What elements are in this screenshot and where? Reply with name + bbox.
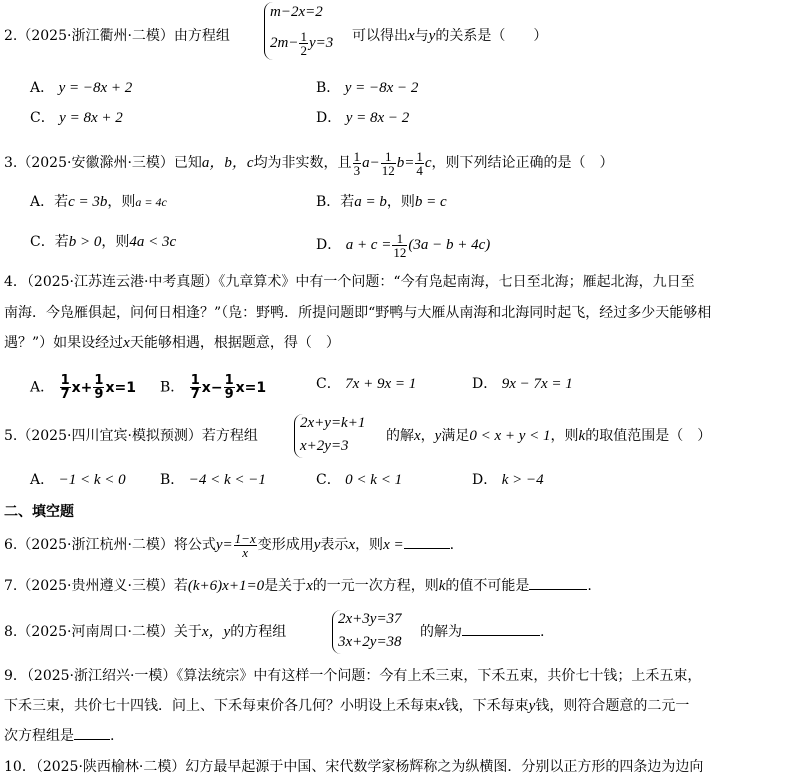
q4-option-b[interactable]: B． $\frac{1}{7}$ x− $\frac{1}{9}$ x=1	[160, 373, 267, 402]
q3-stem: 3.（2025·安徽滁州·三模）已知a，b，c均为非实数，且 $\frac{1}{3}$ a− $\frac{1}{12}$ b= $\frac{1}{4}$ c，则下列结论正确的是（ ）	[4, 149, 614, 178]
q5-option-a[interactable]: A． −1 < k < 0	[30, 472, 126, 488]
q8-eq1: 2x+3y=37	[338, 611, 402, 627]
q9-line1: 9．（2025·浙江绍兴·一模）《算法统宗》中有这样一个问题：今有上禾三束，下禾五束，共价七十钱；上禾五束，	[4, 668, 702, 684]
q8-tail: 的解为 .	[420, 624, 545, 640]
q3-option-d[interactable]: D． a + c = $\frac{1}{12}$ (3a − b + 4c)	[316, 231, 491, 260]
q4-line1: 4．（2025·江苏连云港·中考真题）《九章算术》中有一个问题：“今有凫起南海，七日至北海；雁起北海，九日至	[4, 274, 695, 290]
q6-answer-blank[interactable]	[404, 548, 450, 549]
q4-line3: 遇？”）如果设经过x天能够相遇，根据题意，得（ ）	[4, 335, 340, 351]
q2-tail: 可以得出x与y的关系是（ ）	[352, 28, 548, 44]
q2-option-d[interactable]: D． y = 8x − 2	[316, 110, 410, 126]
q6-stem: 6.（2025·浙江杭州·二模）将公式y= $\frac{1-x}{x}$ 变形成用y表示x，则x = .	[4, 531, 455, 560]
q5-stem: 5.（2025·四川宜宾·模拟预测）若方程组	[4, 428, 258, 444]
q7-answer-blank[interactable]	[529, 589, 587, 590]
q3-option-c[interactable]: C．若b > 0，则4a < 3c	[30, 234, 177, 250]
q3-option-b[interactable]: B．若a = b，则b = c	[316, 194, 447, 210]
q7-stem: 7.（2025·贵州遵义·三模）若(k+6)x+1=0是关于x的一元一次方程，则k的值不可能是 .	[4, 578, 592, 594]
q2-option-a[interactable]: A． y = −8x + 2	[30, 80, 133, 96]
q5-eq1: 2x+y=k+1	[300, 415, 366, 431]
q5-option-d[interactable]: D． k > −4	[472, 472, 544, 488]
q4-option-c[interactable]: C． 7x + 9x = 1	[316, 376, 417, 392]
q8-answer-blank[interactable]	[462, 635, 540, 636]
q4-option-a[interactable]: A． $\frac{1}{7}$ x+ $\frac{1}{9}$ x=1	[30, 373, 136, 402]
q2-eq1: m−2x=2	[270, 4, 323, 20]
q3-option-a[interactable]: A．若c = 3b，则a = 4c	[30, 194, 167, 210]
q2-option-c[interactable]: C． y = 8x + 2	[30, 110, 123, 126]
q4-line2: 南海．今凫雁俱起，问何日相逢？”（凫：野鸭．所提问题即“野鸭与大雁从南海和北海同时起飞，经过多少天能够相	[4, 305, 712, 321]
q4-option-d[interactable]: D． 9x − 7x = 1	[472, 376, 573, 392]
q9-answer-blank[interactable]	[74, 739, 110, 740]
q10-line1: 10．（2025·陕西榆林·二模）幻方最早起源于中国、宋代数学家杨辉称之为纵横图．分别以正方形的四条边为边向	[4, 759, 704, 775]
q8-stem: 8.（2025·河南周口·二模）关于x，y的方程组	[4, 624, 287, 640]
q2-stem: 2.（2025·浙江衢州·二模）由方程组	[4, 28, 230, 44]
q9-line2: 下禾三束，共价七十四钱．问上、下禾每束价各几何？小明设上禾每束x钱，下禾每束y钱，则符合题意的二元一	[4, 698, 690, 714]
q9-line3: 次方程组是 .	[4, 728, 115, 744]
q5-eq2: x+2y=3	[300, 438, 349, 454]
q5-option-c[interactable]: C． 0 < k < 1	[316, 472, 403, 488]
q5-tail: 的解x，y满足0 < x + y < 1，则k的取值范围是（ ）	[386, 428, 712, 444]
q2-option-b[interactable]: B． y = −8x − 2	[316, 80, 419, 96]
q5-option-b[interactable]: B． −4 < k < −1	[160, 472, 266, 488]
section-heading: 二、填空题	[4, 504, 74, 520]
q2-eq2: 2m− $\frac{1}{2}$ y=3	[270, 29, 334, 59]
q8-eq2: 3x+2y=38	[338, 634, 402, 650]
